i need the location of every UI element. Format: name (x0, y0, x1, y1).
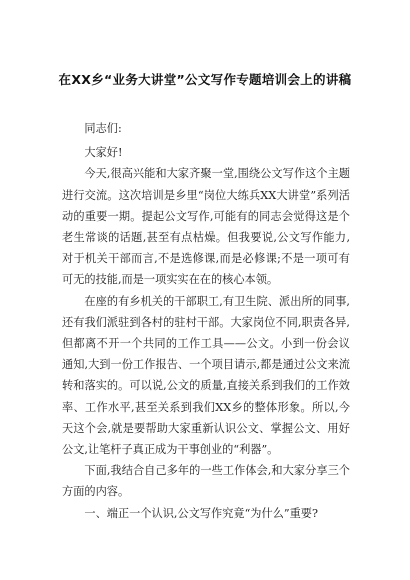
paragraph-intro: 今天,很高兴能和大家齐聚一堂,围绕公文写作这个主题进行交流。这次培训是乡里“岗位大练兵XX大讲堂”系列活动的重要一期。提起公文写作,可能有的同志会觉得这是个老生常谈的话题,甚至有点枯燥。但我要说,公文写作能力,对于机关干部而言,不是选修课,而是必修课;不是一项可有可无的技能,而是一项实实在在的核心本领。 (62, 167, 350, 287)
paragraph-audience: 在座的有乡机关的干部职工,有卫生院、派出所的同事,还有我们派驻到各村的驻村干部。大家岗位不同,职责各异,但都离不开一个共同的工作工具——公文。小到一份会议通知,大到一份工作报告、一个项目请示,都是通过公文来流转和落实的。可以说,公文的质量,直接关系到我们的工作效率、工作水平,甚至关系到我们XX乡的整体形象。所以,今天这个会,就是要帮助大家重新认识公文、掌握公文、用好公文,让笔杆子真正成为干事创业的“利器”。 (62, 294, 350, 457)
document-body (62, 118, 350, 524)
section-heading-one: 一、端正一个认识,公文写作究竟“为什么”重要? (84, 506, 318, 520)
salutation: 同志们: (84, 122, 122, 135)
paragraph-outline: 下面,我结合自己多年的一些工作体会,和大家分享三个方面的内容。 (62, 464, 350, 499)
greeting: 大家好! (84, 146, 123, 160)
document-title: 在XX乡“业务大讲堂”公文写作专题培训会上的讲稿 (58, 72, 352, 87)
